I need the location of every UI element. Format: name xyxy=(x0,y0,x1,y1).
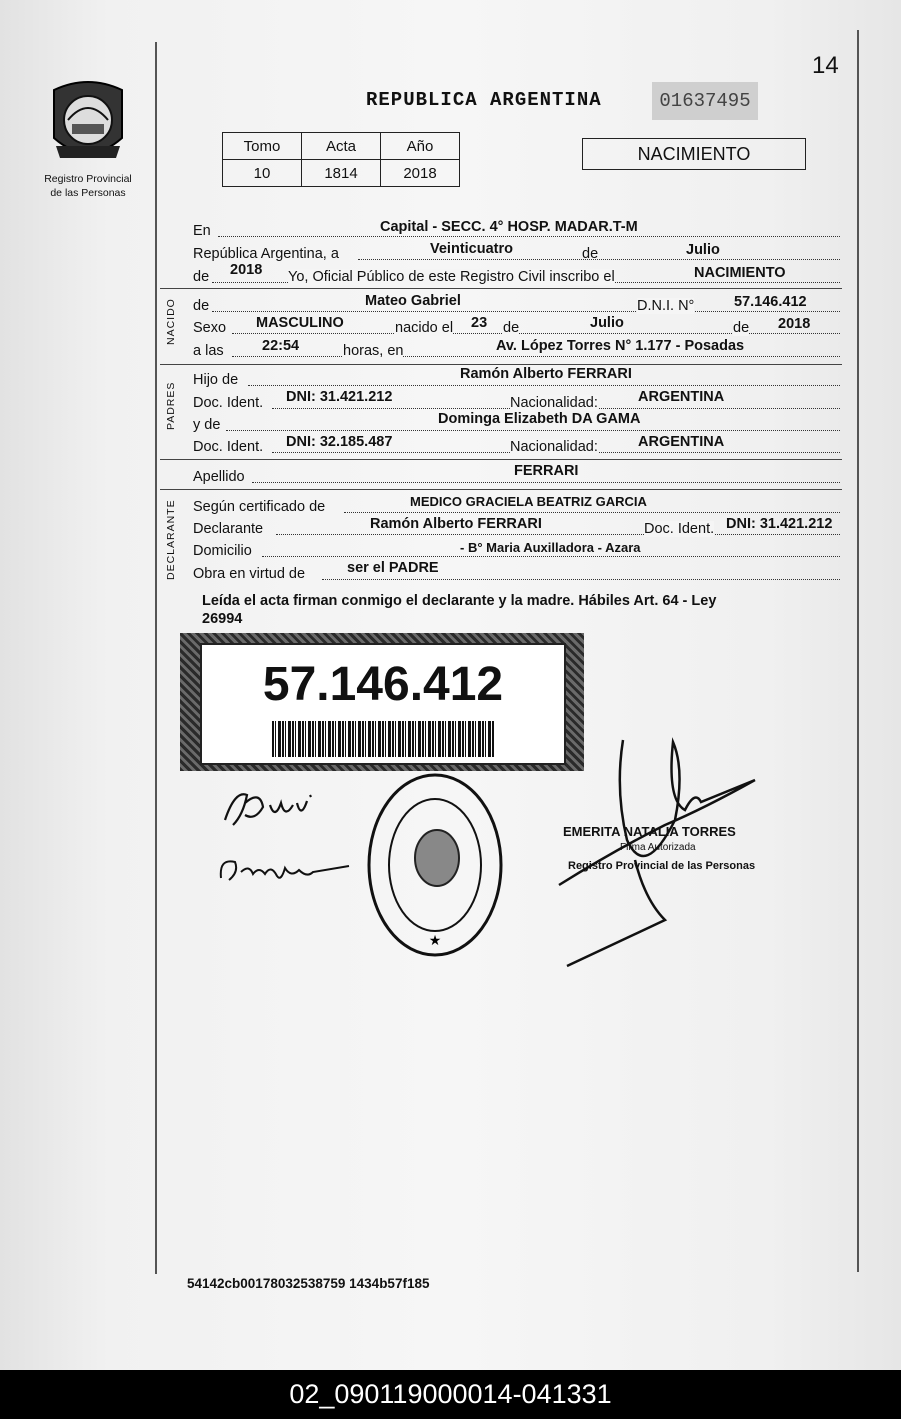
record-type-box: NACIMIENTO xyxy=(582,138,806,170)
dni-label: D.N.I. N° xyxy=(637,298,695,314)
madre-doc-label: Doc. Ident. xyxy=(193,439,264,455)
right-margin-line xyxy=(857,30,859,1272)
madre-dni-value: DNI: 32.185.487 xyxy=(286,434,393,450)
acta-value: 1814 xyxy=(302,160,381,187)
oficial-text: Yo, Oficial Público de este Registro Civil inscribo el xyxy=(288,269,615,285)
registry-table-header xyxy=(223,133,460,160)
domicilio-label: Domicilio xyxy=(193,543,252,559)
madre-signature xyxy=(215,848,355,888)
closing-note-line1: Leída el acta firman conmigo el declarante y la madre. Hábiles Art. 64 - Ley xyxy=(202,593,717,609)
closing-note-line2: 26994 xyxy=(202,611,243,627)
official-name: EMERITA NATALIA TORRES xyxy=(563,824,736,839)
declarante-doc-value: DNI: 31.421.212 xyxy=(726,516,833,532)
declarante-side-label: DECLARANTE xyxy=(165,499,177,580)
declarante-signature xyxy=(215,785,325,835)
madre-nacionalidad-value: ARGENTINA xyxy=(638,434,725,450)
nacido-el-label: nacido el xyxy=(395,320,454,336)
domicilio-value: - B° Maria Auxilladora - Azara xyxy=(460,540,641,555)
nombre-value: Mateo Gabriel xyxy=(365,293,461,309)
sexo-de1-label: de xyxy=(503,320,520,336)
year-value: 2018 xyxy=(230,262,263,278)
dni-sticker xyxy=(180,633,584,771)
padre-dni-value: DNI: 31.421.212 xyxy=(286,389,393,405)
dni-barcode xyxy=(272,721,494,757)
anio-value: 2018 xyxy=(381,160,460,187)
padre-value: Ramón Alberto FERRARI xyxy=(460,366,632,382)
logo-caption-line2: de las Personas xyxy=(50,187,126,199)
registry-table-values xyxy=(223,160,460,187)
apellido-value: FERRARI xyxy=(514,463,579,479)
certificado-line xyxy=(344,512,840,513)
padre-nacionalidad-value: ARGENTINA xyxy=(638,389,725,405)
provincial-logo xyxy=(40,76,136,199)
serial-number: 01637495 xyxy=(652,82,758,120)
obra-value: ser el PADRE xyxy=(347,560,439,576)
footer-id-bar xyxy=(0,1370,901,1419)
madre-value: Dominga Elizabeth DA GAMA xyxy=(438,411,641,427)
declarante-value: Ramón Alberto FERRARI xyxy=(370,516,542,532)
document-hash: 54142cb00178032538759 1434b57f185 xyxy=(187,1276,430,1291)
official-office: Registro Provincial de las Personas xyxy=(568,860,756,872)
inscription-type-value: NACIMIENTO xyxy=(694,265,786,281)
tomo-value: 10 xyxy=(223,160,302,187)
declarante-label: Declarante xyxy=(193,521,264,537)
nombre-line xyxy=(212,311,840,312)
dni-sticker-label xyxy=(200,643,566,765)
hora-label: a las xyxy=(193,343,224,359)
closing-note xyxy=(202,592,832,628)
padre-nacionalidad-label: Nacionalidad: xyxy=(510,395,598,411)
apellido-label: Apellido xyxy=(193,469,245,485)
padres-separator xyxy=(160,364,842,365)
apellido-separator xyxy=(160,459,842,460)
obra-line xyxy=(322,579,840,580)
anio-header: Año xyxy=(381,133,460,160)
madre-line xyxy=(226,430,840,431)
republica-line xyxy=(358,259,840,260)
padres-side-label: PADRES xyxy=(165,381,177,430)
padre-doc-label: Doc. Ident. xyxy=(193,395,264,411)
page-number: 14 xyxy=(812,52,839,79)
birth-year-value: 2018 xyxy=(778,316,811,332)
declarante-line xyxy=(276,534,840,535)
sexo-value: MASCULINO xyxy=(256,315,344,331)
birth-month-value: Julio xyxy=(590,315,624,331)
obra-label: Obra en virtud de xyxy=(193,566,306,582)
tomo-header: Tomo xyxy=(223,133,302,160)
en-label: En xyxy=(193,223,211,239)
svg-text:★: ★ xyxy=(428,933,442,949)
madre-label: y de xyxy=(193,417,221,433)
nacido-separator xyxy=(160,288,842,289)
misiones-emblem-icon xyxy=(46,76,130,166)
certificado-label: Según certificado de xyxy=(193,499,326,515)
certificado-value: MEDICO GRACIELA BEATRIZ GARCIA xyxy=(410,494,647,509)
logo-caption-line1: Registro Provincial xyxy=(44,173,132,185)
republica-label: República Argentina, a xyxy=(193,246,339,262)
republica-de-label: de xyxy=(582,246,599,262)
registry-seal xyxy=(365,770,505,960)
birth-day-value: 23 xyxy=(471,315,488,331)
left-margin-line xyxy=(155,42,157,1274)
hora-value: 22:54 xyxy=(262,338,300,354)
document-title: REPUBLICA ARGENTINA xyxy=(366,89,602,111)
month-value: Julio xyxy=(686,242,720,258)
footer-id: 02_090119000014-041331 xyxy=(289,1379,612,1409)
domicilio-line xyxy=(262,556,840,557)
hora-line xyxy=(232,356,840,357)
birth-place-value: Av. López Torres N° 1.177 - Posadas xyxy=(496,338,745,354)
padre-label: Hijo de xyxy=(193,372,239,388)
dni-sticker-number: 57.146.412 xyxy=(262,658,504,711)
horas-en-label: horas, en xyxy=(343,343,404,359)
nacido-side-label: NACIDO xyxy=(165,298,177,345)
year-label: de xyxy=(193,269,210,285)
padre-line xyxy=(248,385,840,386)
nombre-label: de xyxy=(193,298,210,314)
sexo-de2-label: de xyxy=(733,320,750,336)
apellido-line xyxy=(252,482,840,483)
declarante-doc-label: Doc. Ident. xyxy=(644,521,715,537)
sexo-label: Sexo xyxy=(193,320,227,336)
acta-header: Acta xyxy=(302,133,381,160)
en-line xyxy=(218,236,840,237)
madre-nacionalidad-label: Nacionalidad: xyxy=(510,439,598,455)
day-words-value: Veinticuatro xyxy=(430,241,513,257)
official-role: Firma Autorizada xyxy=(620,842,696,853)
en-value: Capital - SECC. 4° HOSP. MADAR.T-M xyxy=(380,219,638,235)
declarante-separator xyxy=(160,489,842,490)
registry-table xyxy=(222,132,460,187)
dni-value: 57.146.412 xyxy=(734,294,807,310)
